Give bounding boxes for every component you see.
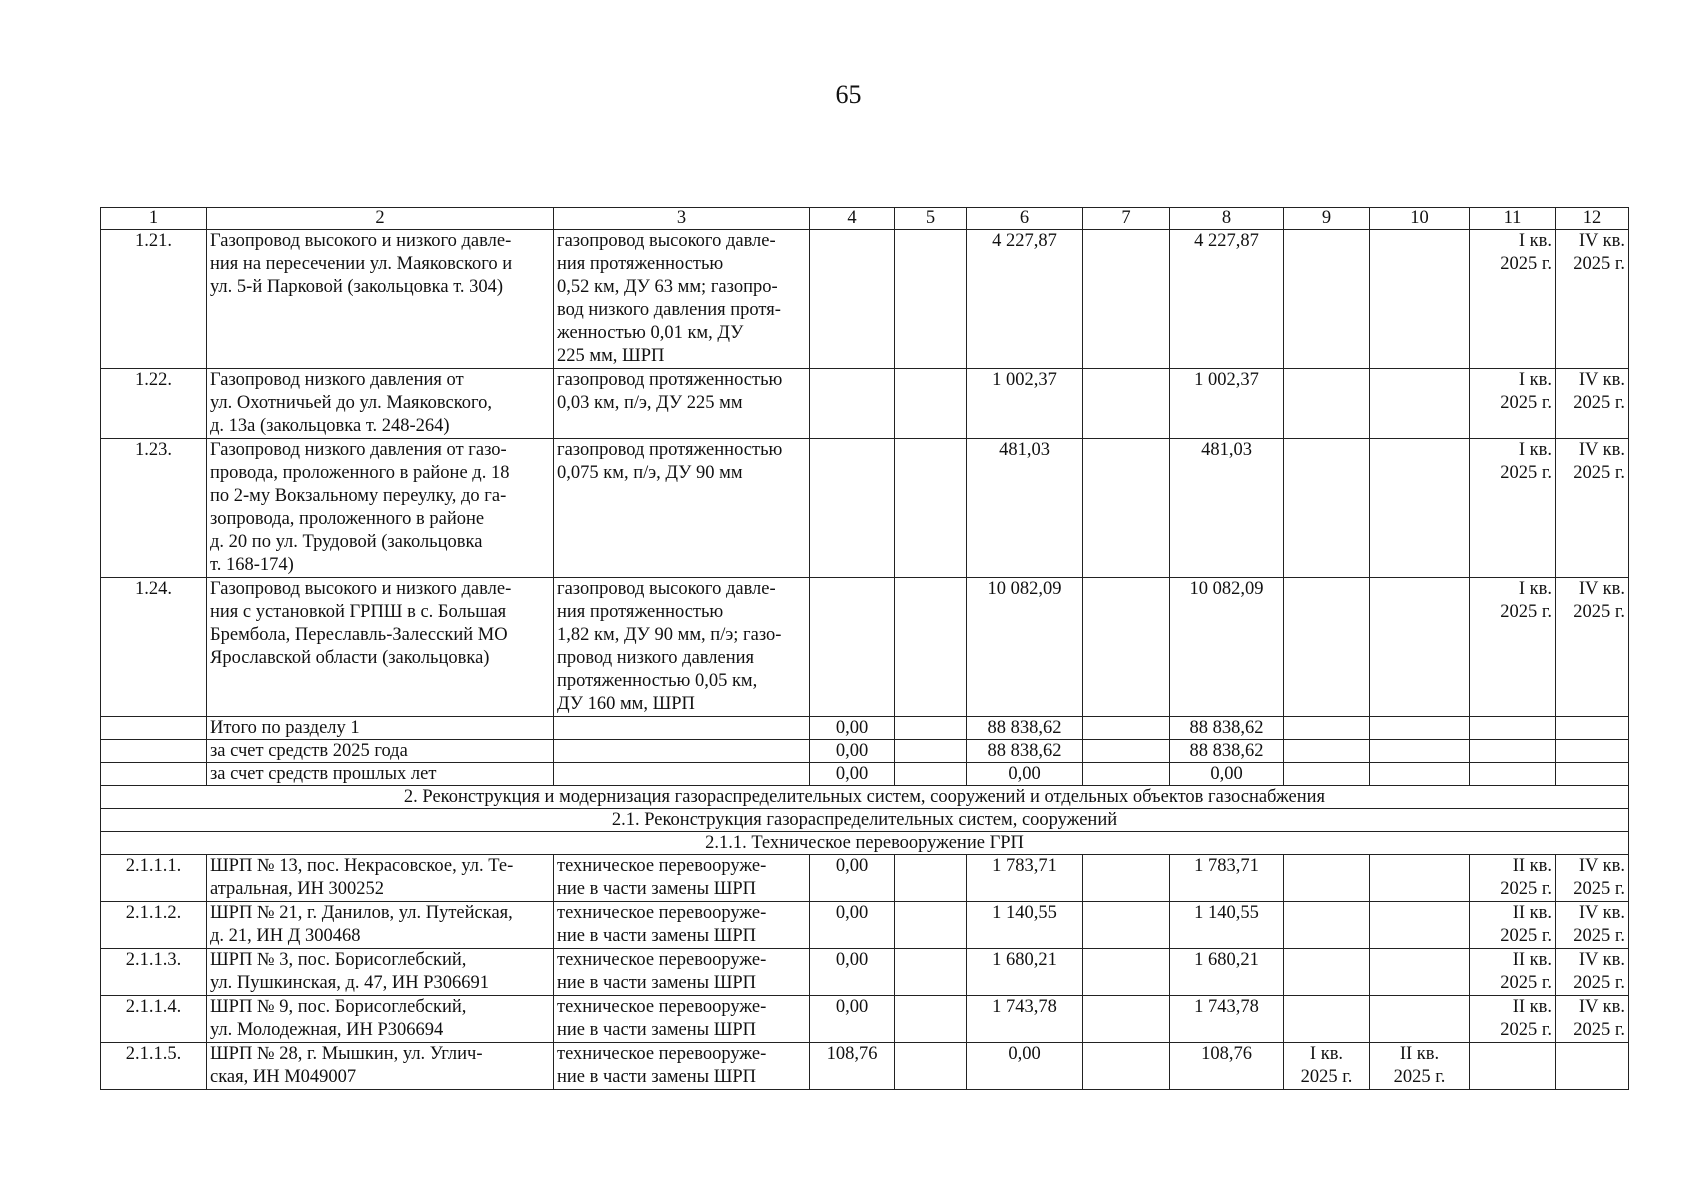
value-cell-9 bbox=[1284, 230, 1370, 369]
section-row bbox=[101, 786, 1629, 809]
value-cell-4: 0,00 bbox=[810, 855, 895, 902]
empty-cell bbox=[1556, 717, 1629, 740]
value-cell-12: IV кв. 2025 г. bbox=[1556, 902, 1629, 949]
value-cell-11: I кв. 2025 г. bbox=[1470, 369, 1556, 439]
value-cell-8: 108,76 bbox=[1170, 1043, 1284, 1090]
value-cell-11 bbox=[1470, 1043, 1556, 1090]
empty-cell bbox=[1470, 717, 1556, 740]
value-cell-4 bbox=[810, 439, 895, 578]
table-row bbox=[101, 902, 1629, 949]
column-header: 5 bbox=[895, 208, 967, 230]
value-cell-9: I кв. 2025 г. bbox=[1284, 1043, 1370, 1090]
empty-cell bbox=[554, 763, 810, 786]
value-cell-5 bbox=[895, 578, 967, 717]
value-cell-5 bbox=[895, 369, 967, 439]
section-title-2: 2. Реконструкция и модернизация газораспределительных систем, сооружений и отдельных объектов газоснабжения bbox=[101, 786, 1629, 809]
value-cell-4: 0,00 bbox=[810, 949, 895, 996]
value-cell-12: IV кв. 2025 г. bbox=[1556, 949, 1629, 996]
value-cell-9 bbox=[1284, 949, 1370, 996]
total-value-6: 88 838,62 bbox=[967, 740, 1083, 763]
row-number-cell: 2.1.1.4. bbox=[101, 996, 207, 1043]
value-cell-7 bbox=[1083, 230, 1170, 369]
value-cell-8: 10 082,09 bbox=[1170, 578, 1284, 717]
total-label-cell: Итого по разделу 1 bbox=[207, 717, 554, 740]
total-value-4: 0,00 bbox=[810, 740, 895, 763]
value-cell-4 bbox=[810, 230, 895, 369]
value-cell-10 bbox=[1370, 949, 1470, 996]
value-cell-8: 1 140,55 bbox=[1170, 902, 1284, 949]
value-cell-5 bbox=[895, 902, 967, 949]
total-value-4: 0,00 bbox=[810, 717, 895, 740]
empty-cell bbox=[1470, 763, 1556, 786]
row-number-cell: 1.24. bbox=[101, 578, 207, 717]
value-cell-10 bbox=[1370, 855, 1470, 902]
value-cell-9 bbox=[1284, 996, 1370, 1043]
table-row bbox=[101, 1043, 1629, 1090]
empty-cell bbox=[1284, 740, 1370, 763]
value-cell-11: I кв. 2025 г. bbox=[1470, 578, 1556, 717]
value-cell-6: 10 082,09 bbox=[967, 578, 1083, 717]
column-header: 7 bbox=[1083, 208, 1170, 230]
total-value-8: 0,00 bbox=[1170, 763, 1284, 786]
total-value-4: 0,00 bbox=[810, 763, 895, 786]
value-cell-10 bbox=[1370, 902, 1470, 949]
value-cell-8: 1 783,71 bbox=[1170, 855, 1284, 902]
value-cell-7 bbox=[1083, 578, 1170, 717]
total-row bbox=[101, 740, 1629, 763]
value-cell-8: 1 743,78 bbox=[1170, 996, 1284, 1043]
column-header: 8 bbox=[1170, 208, 1284, 230]
value-cell-6: 1 783,71 bbox=[967, 855, 1083, 902]
table-row bbox=[101, 578, 1629, 717]
value-cell-8: 1 002,37 bbox=[1170, 369, 1284, 439]
header-row bbox=[101, 208, 1629, 230]
empty-cell bbox=[101, 763, 207, 786]
page-number: 65 bbox=[835, 80, 862, 109]
value-cell-7 bbox=[1083, 369, 1170, 439]
value-cell-7 bbox=[1083, 996, 1170, 1043]
object-name-cell: ШРП № 28, г. Мышкин, ул. Углич- ская, ИН М049007 bbox=[207, 1043, 554, 1090]
value-cell-9 bbox=[1284, 902, 1370, 949]
value-cell-9 bbox=[1284, 369, 1370, 439]
row-number-cell: 1.21. bbox=[101, 230, 207, 369]
table-row bbox=[101, 230, 1629, 369]
value-cell-6: 1 140,55 bbox=[967, 902, 1083, 949]
table-row bbox=[101, 996, 1629, 1043]
empty-cell bbox=[895, 763, 967, 786]
value-cell-11: I кв. 2025 г. bbox=[1470, 230, 1556, 369]
value-cell-11: I кв. 2025 г. bbox=[1470, 439, 1556, 578]
value-cell-6: 1 743,78 bbox=[967, 996, 1083, 1043]
value-cell-8: 4 227,87 bbox=[1170, 230, 1284, 369]
value-cell-10 bbox=[1370, 369, 1470, 439]
empty-cell bbox=[1083, 717, 1170, 740]
value-cell-10 bbox=[1370, 996, 1470, 1043]
object-name-cell: Газопровод высокого и низкого давле- ния с установкой ГРПШ в с. Большая Брембола, Переславль-Залесский МО Ярославской области (закольцовка) bbox=[207, 578, 554, 717]
row-number-cell: 2.1.1.5. bbox=[101, 1043, 207, 1090]
column-header: 12 bbox=[1556, 208, 1629, 230]
description-cell: газопровод протяженностью 0,03 км, п/э, ДУ 225 мм bbox=[554, 369, 810, 439]
section-title-2-1-1: 2.1.1. Техническое перевооружение ГРП bbox=[101, 832, 1629, 855]
value-cell-9 bbox=[1284, 578, 1370, 717]
empty-cell bbox=[1284, 763, 1370, 786]
description-cell: техническое перевооруже- ние в части замены ШРП bbox=[554, 855, 810, 902]
investment-table bbox=[100, 207, 1629, 1090]
value-cell-12: IV кв. 2025 г. bbox=[1556, 855, 1629, 902]
value-cell-11: II кв. 2025 г. bbox=[1470, 949, 1556, 996]
value-cell-7 bbox=[1083, 1043, 1170, 1090]
value-cell-11: II кв. 2025 г. bbox=[1470, 996, 1556, 1043]
value-cell-9 bbox=[1284, 439, 1370, 578]
value-cell-5 bbox=[895, 996, 967, 1043]
object-name-cell: Газопровод низкого давления от газо- провода, проложенного в районе д. 18 по 2-му Вокзальному переулку, до га- зопровода, проложенного в районе д. 20 по ул. Трудовой (закольцовка т. 168-174) bbox=[207, 439, 554, 578]
column-header: 2 bbox=[207, 208, 554, 230]
value-cell-5 bbox=[895, 1043, 967, 1090]
value-cell-10 bbox=[1370, 578, 1470, 717]
empty-cell bbox=[1083, 763, 1170, 786]
value-cell-12: IV кв. 2025 г. bbox=[1556, 369, 1629, 439]
description-cell: газопровод высокого давле- ния протяженностью 1,82 км, ДУ 90 мм, п/э; газо- провод низкого давления протяженностью 0,05 км, ДУ 160 мм, ШРП bbox=[554, 578, 810, 717]
column-header: 4 bbox=[810, 208, 895, 230]
value-cell-5 bbox=[895, 230, 967, 369]
empty-cell bbox=[554, 740, 810, 763]
empty-cell bbox=[1556, 763, 1629, 786]
value-cell-6: 4 227,87 bbox=[967, 230, 1083, 369]
description-cell: техническое перевооруже- ние в части замены ШРП bbox=[554, 1043, 810, 1090]
table-row bbox=[101, 949, 1629, 996]
value-cell-5 bbox=[895, 439, 967, 578]
value-cell-11: II кв. 2025 г. bbox=[1470, 855, 1556, 902]
value-cell-5 bbox=[895, 949, 967, 996]
total-row bbox=[101, 763, 1629, 786]
description-cell: техническое перевооруже- ние в части замены ШРП bbox=[554, 949, 810, 996]
empty-cell bbox=[1470, 740, 1556, 763]
column-header: 9 bbox=[1284, 208, 1370, 230]
total-label-cell: за счет средств 2025 года bbox=[207, 740, 554, 763]
value-cell-12: IV кв. 2025 г. bbox=[1556, 996, 1629, 1043]
row-number-cell: 1.22. bbox=[101, 369, 207, 439]
value-cell-8: 481,03 bbox=[1170, 439, 1284, 578]
value-cell-11: II кв. 2025 г. bbox=[1470, 902, 1556, 949]
empty-cell bbox=[895, 717, 967, 740]
empty-cell bbox=[554, 717, 810, 740]
total-row bbox=[101, 717, 1629, 740]
total-value-6: 0,00 bbox=[967, 763, 1083, 786]
empty-cell bbox=[101, 717, 207, 740]
object-name-cell: ШРП № 21, г. Данилов, ул. Путейская, д. 21, ИН Д 300468 bbox=[207, 902, 554, 949]
object-name-cell: ШРП № 9, пос. Борисоглебский, ул. Молодежная, ИН Р306694 bbox=[207, 996, 554, 1043]
value-cell-4 bbox=[810, 578, 895, 717]
column-header: 11 bbox=[1470, 208, 1556, 230]
empty-cell bbox=[1370, 763, 1470, 786]
row-number-cell: 2.1.1.2. bbox=[101, 902, 207, 949]
object-name-cell: Газопровод высокого и низкого давле- ния на пересечении ул. Маяковского и ул. 5-й Парковой (закольцовка т. 304) bbox=[207, 230, 554, 369]
value-cell-4: 108,76 bbox=[810, 1043, 895, 1090]
object-name-cell: ШРП № 3, пос. Борисоглебский, ул. Пушкинская, д. 47, ИН Р306691 bbox=[207, 949, 554, 996]
column-header: 10 bbox=[1370, 208, 1470, 230]
value-cell-7 bbox=[1083, 439, 1170, 578]
value-cell-10 bbox=[1370, 439, 1470, 578]
table-body bbox=[101, 208, 1629, 1090]
total-label-cell: за счет средств прошлых лет bbox=[207, 763, 554, 786]
value-cell-8: 1 680,21 bbox=[1170, 949, 1284, 996]
description-cell: газопровод протяженностью 0,075 км, п/э, ДУ 90 мм bbox=[554, 439, 810, 578]
description-cell: газопровод высокого давле- ния протяженностью 0,52 км, ДУ 63 мм; газопро- вод низкого давления протя- женностью 0,01 км, ДУ 225 мм, ШРП bbox=[554, 230, 810, 369]
section-title-2-1: 2.1. Реконструкция газораспределительных систем, сооружений bbox=[101, 809, 1629, 832]
row-number-cell: 2.1.1.1. bbox=[101, 855, 207, 902]
value-cell-12: IV кв. 2025 г. bbox=[1556, 578, 1629, 717]
description-cell: техническое перевооруже- ние в части замены ШРП bbox=[554, 902, 810, 949]
total-value-6: 88 838,62 bbox=[967, 717, 1083, 740]
row-number-cell: 1.23. bbox=[101, 439, 207, 578]
value-cell-10: II кв. 2025 г. bbox=[1370, 1043, 1470, 1090]
value-cell-4: 0,00 bbox=[810, 996, 895, 1043]
object-name-cell: ШРП № 13, пос. Некрасовское, ул. Те- атральная, ИН 300252 bbox=[207, 855, 554, 902]
value-cell-5 bbox=[895, 855, 967, 902]
empty-cell bbox=[1083, 740, 1170, 763]
empty-cell bbox=[1556, 740, 1629, 763]
empty-cell bbox=[101, 740, 207, 763]
value-cell-7 bbox=[1083, 855, 1170, 902]
empty-cell bbox=[1284, 717, 1370, 740]
value-cell-6: 0,00 bbox=[967, 1043, 1083, 1090]
value-cell-4 bbox=[810, 369, 895, 439]
column-header: 1 bbox=[101, 208, 207, 230]
table-row bbox=[101, 855, 1629, 902]
value-cell-9 bbox=[1284, 855, 1370, 902]
value-cell-12: IV кв. 2025 г. bbox=[1556, 439, 1629, 578]
section-row bbox=[101, 832, 1629, 855]
object-name-cell: Газопровод низкого давления от ул. Охотничьей до ул. Маяковского, д. 13а (закольцовка т. 248-264) bbox=[207, 369, 554, 439]
total-value-8: 88 838,62 bbox=[1170, 740, 1284, 763]
value-cell-12: IV кв. 2025 г. bbox=[1556, 230, 1629, 369]
value-cell-4: 0,00 bbox=[810, 902, 895, 949]
value-cell-12 bbox=[1556, 1043, 1629, 1090]
table-row bbox=[101, 439, 1629, 578]
value-cell-7 bbox=[1083, 949, 1170, 996]
description-cell: техническое перевооруже- ние в части замены ШРП bbox=[554, 996, 810, 1043]
value-cell-6: 481,03 bbox=[967, 439, 1083, 578]
empty-cell bbox=[1370, 740, 1470, 763]
row-number-cell: 2.1.1.3. bbox=[101, 949, 207, 996]
column-header: 3 bbox=[554, 208, 810, 230]
empty-cell bbox=[1370, 717, 1470, 740]
value-cell-10 bbox=[1370, 230, 1470, 369]
value-cell-6: 1 002,37 bbox=[967, 369, 1083, 439]
value-cell-7 bbox=[1083, 902, 1170, 949]
section-row bbox=[101, 809, 1629, 832]
table-row bbox=[101, 369, 1629, 439]
value-cell-6: 1 680,21 bbox=[967, 949, 1083, 996]
column-header: 6 bbox=[967, 208, 1083, 230]
empty-cell bbox=[895, 740, 967, 763]
total-value-8: 88 838,62 bbox=[1170, 717, 1284, 740]
